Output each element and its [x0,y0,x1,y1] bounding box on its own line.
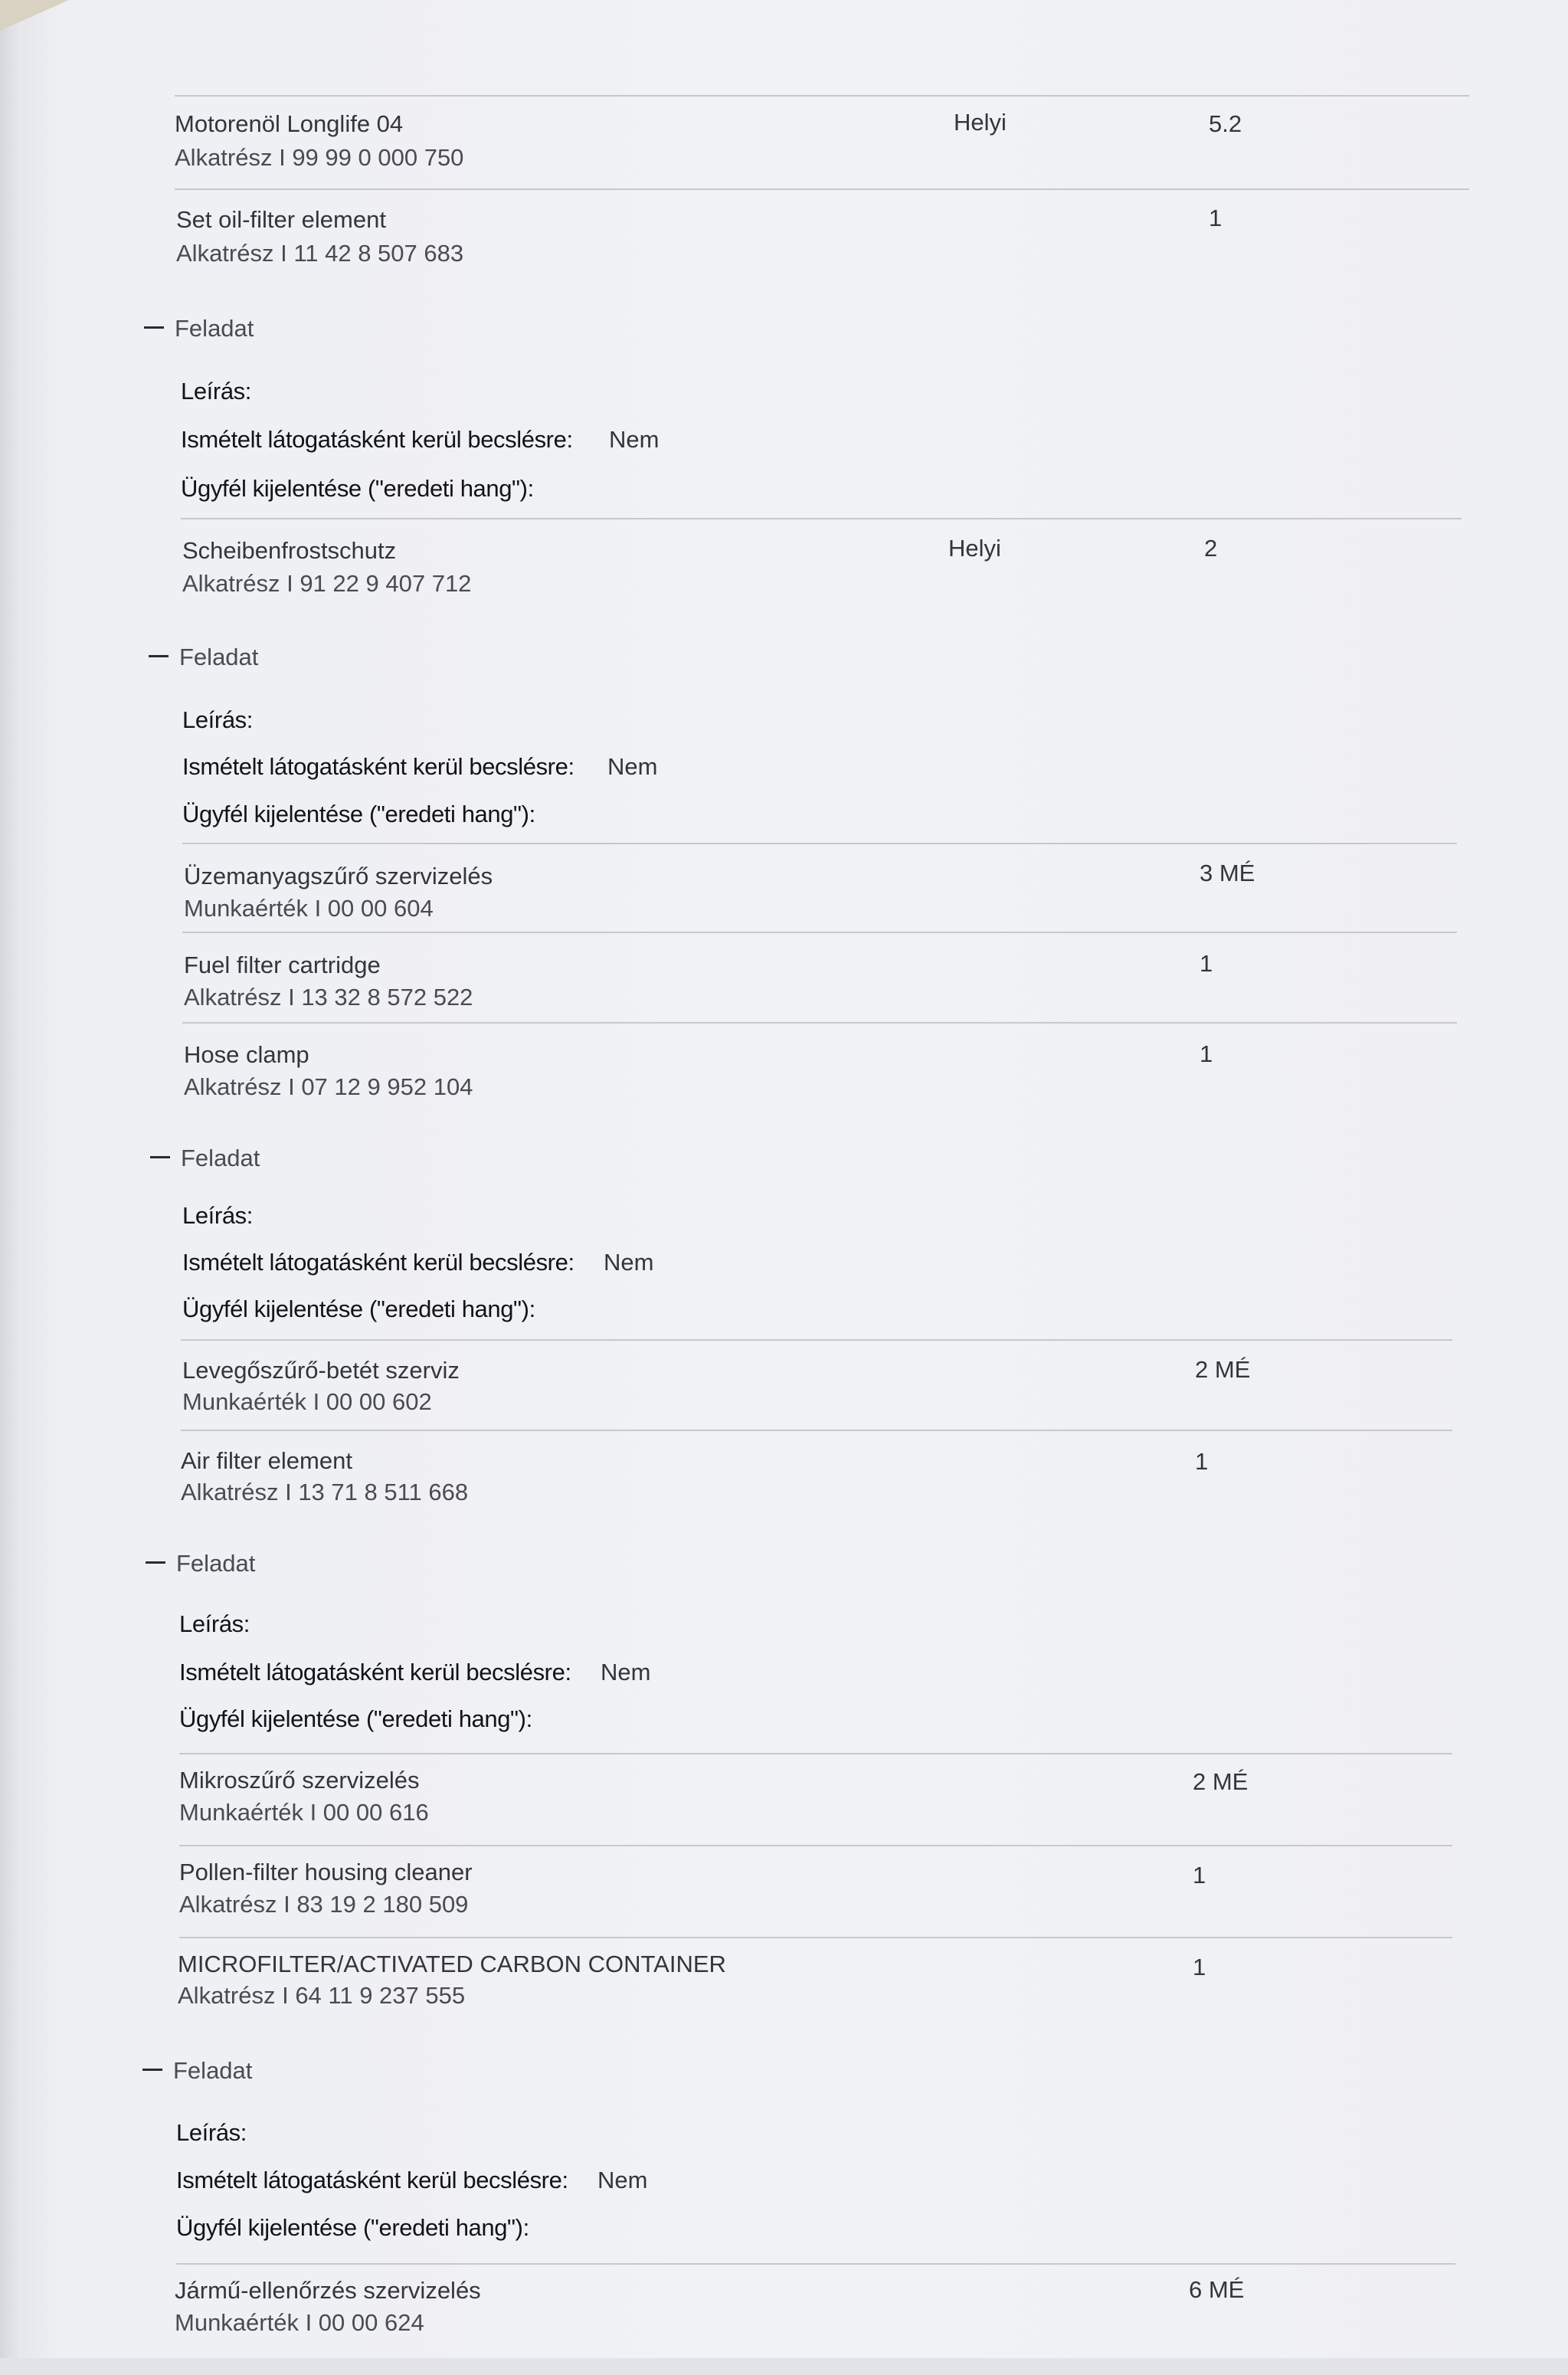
item-code: Alkatrész I 13 32 8 572 522 [184,984,473,1011]
item-name: Set oil-filter element [176,206,386,233]
task-label: Feladat [181,1145,260,1171]
collapse-dash-icon[interactable] [146,1561,165,1564]
item-name: Hose clamp [184,1041,309,1068]
collapse-dash-icon[interactable] [144,326,164,329]
task-header[interactable] [142,2059,252,2082]
repeat-visit-value: Nem [609,426,660,453]
item-name: Üzemanyagszűrő szervizelés [184,863,493,889]
task-label: Feladat [175,315,254,342]
divider [175,188,1469,190]
item-quantity: 3 MÉ [1200,860,1255,886]
item-code: Alkatrész I 11 42 8 507 683 [176,240,464,267]
task-label: Feladat [176,1550,256,1577]
item-name: Pollen-filter housing cleaner [179,1859,473,1885]
repeat-visit-label: Ismételt látogatásként kerül becslésre: [182,753,574,780]
item-code: Alkatrész I 83 19 2 180 509 [179,1891,469,1918]
item-location: Helyi [948,535,1001,562]
customer-statement-label: Ügyfél kijelentése ("eredeti hang"): [181,475,534,502]
customer-statement-label: Ügyfél kijelentése ("eredeti hang"): [182,1296,535,1322]
task-label: Feladat [179,644,259,670]
item-quantity: 1 [1193,1862,1206,1889]
task-label: Feladat [173,2057,253,2084]
description-label: Leírás: [179,1610,250,1637]
description-label: Leírás: [176,2119,247,2146]
item-quantity: 1 [1209,205,1223,231]
item-code: Munkaérték I 00 00 624 [175,2309,424,2336]
item-location: Helyi [954,109,1007,136]
item-quantity: 1 [1195,1448,1209,1475]
item-code: Alkatrész I 99 99 0 000 750 [175,144,464,171]
divider [181,1339,1452,1341]
item-quantity: 1 [1193,1954,1206,1980]
task-header[interactable] [150,1146,260,1170]
item-quantity: 5.2 [1209,110,1242,137]
item-quantity: 2 MÉ [1193,1768,1249,1795]
repeat-visit-label: Ismételt látogatásként kerül becslésre: [176,2167,568,2193]
item-name: Levegőszűrő-betét szerviz [182,1357,460,1384]
item-name: Fuel filter cartridge [184,952,381,978]
page-bottom-edge [0,2358,1568,2375]
item-quantity: 6 MÉ [1189,2276,1245,2303]
task-header[interactable] [144,316,254,340]
collapse-dash-icon[interactable] [149,655,169,657]
divider [182,932,1457,933]
divider [182,1022,1457,1024]
description-label: Leírás: [182,706,253,733]
page-edge-shadow [0,0,23,2375]
page-corner [0,0,69,31]
description-label: Leírás: [181,378,251,405]
collapse-dash-icon[interactable] [150,1156,170,1158]
item-name: Motorenöl Longlife 04 [175,110,404,137]
item-name: MICROFILTER/ACTIVATED CARBON CONTAINER [178,1951,726,1977]
repeat-visit-value: Nem [604,1249,654,1276]
repeat-visit-label: Ismételt látogatásként kerül becslésre: [179,1659,571,1685]
divider [181,518,1462,519]
item-name: Air filter element [181,1447,352,1474]
item-quantity: 1 [1200,1040,1213,1067]
item-quantity: 2 MÉ [1195,1356,1251,1383]
item-code: Munkaérték I 00 00 602 [182,1388,432,1415]
item-quantity: 1 [1200,950,1213,977]
divider [179,1937,1452,1938]
item-code: Munkaérték I 00 00 604 [184,895,434,922]
divider [182,843,1457,844]
customer-statement-label: Ügyfél kijelentése ("eredeti hang"): [179,1705,532,1732]
divider [179,1753,1452,1754]
item-quantity: 2 [1204,535,1218,562]
document-page [14,0,1568,2375]
divider [175,95,1469,97]
item-code: Alkatrész I 13 71 8 511 668 [181,1479,469,1505]
repeat-visit-value: Nem [607,753,658,780]
item-code: Alkatrész I 91 22 9 407 712 [182,570,472,597]
divider [176,2263,1455,2265]
task-header[interactable] [146,1551,255,1575]
item-name: Scheibenfrostschutz [182,537,397,564]
description-label: Leírás: [182,1202,253,1229]
customer-statement-label: Ügyfél kijelentése ("eredeti hang"): [182,801,535,827]
repeat-visit-value: Nem [597,2167,648,2193]
item-name: Jármű-ellenőrzés szervizelés [175,2277,481,2304]
collapse-dash-icon[interactable] [142,2069,162,2071]
repeat-visit-value: Nem [601,1659,651,1685]
divider [179,1845,1452,1846]
repeat-visit-label: Ismételt látogatásként kerül becslésre: [182,1249,574,1276]
divider [181,1430,1452,1431]
customer-statement-label: Ügyfél kijelentése ("eredeti hang"): [176,2214,529,2241]
item-code: Munkaérték I 00 00 616 [179,1799,429,1826]
task-header[interactable] [149,645,258,669]
repeat-visit-label: Ismételt látogatásként kerül becslésre: [181,426,573,453]
item-code: Alkatrész I 64 11 9 237 555 [178,1982,466,2009]
item-code: Alkatrész I 07 12 9 952 104 [184,1073,473,1100]
item-name: Mikroszűrő szervizelés [179,1767,420,1794]
